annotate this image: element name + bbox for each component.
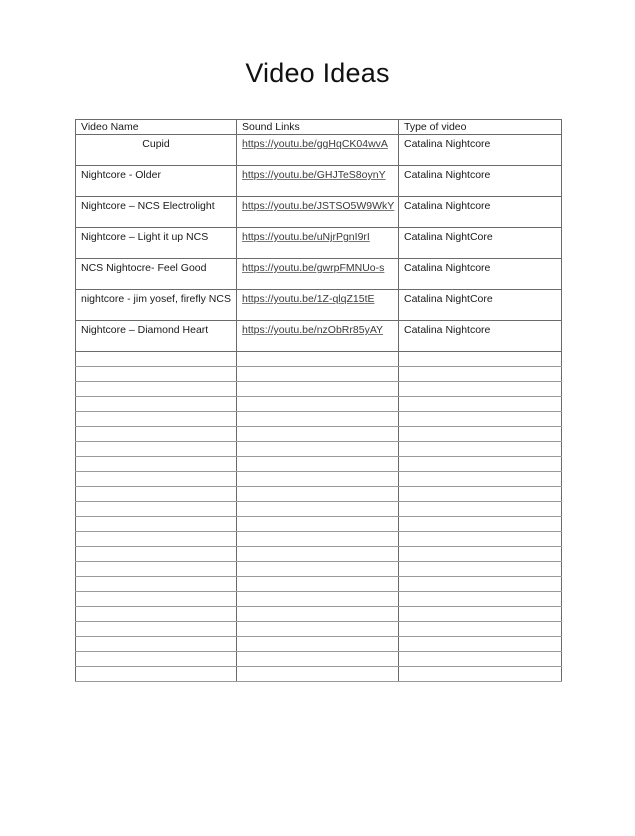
video-name-cell[interactable]: Nightcore – Diamond Heart bbox=[76, 321, 237, 352]
header-type-of-video: Type of video bbox=[399, 120, 562, 135]
empty-cell[interactable] bbox=[399, 397, 562, 412]
sound-link-cell[interactable] bbox=[237, 290, 399, 321]
video-type-cell[interactable]: Catalina Nightcore bbox=[399, 259, 562, 290]
empty-cell[interactable] bbox=[399, 412, 562, 427]
video-type-cell[interactable]: Catalina Nightcore bbox=[399, 321, 562, 352]
empty-cell[interactable] bbox=[76, 652, 237, 667]
empty-cell[interactable] bbox=[399, 367, 562, 382]
sound-link-cell[interactable] bbox=[237, 197, 399, 228]
document-title: Video Ideas bbox=[245, 58, 390, 88]
video-name-cell[interactable]: Nightcore - Older bbox=[76, 166, 237, 197]
empty-cell[interactable] bbox=[399, 652, 562, 667]
empty-cell[interactable] bbox=[399, 352, 562, 367]
empty-cell[interactable] bbox=[237, 502, 399, 517]
empty-cell[interactable] bbox=[237, 532, 399, 547]
empty-cell[interactable] bbox=[237, 547, 399, 562]
empty-table-row bbox=[76, 517, 562, 532]
empty-cell[interactable] bbox=[76, 532, 237, 547]
empty-table-row bbox=[76, 592, 562, 607]
empty-table-row bbox=[76, 457, 562, 472]
video-name-cell[interactable]: NCS Nightocre- Feel Good bbox=[76, 259, 237, 290]
empty-cell[interactable] bbox=[399, 637, 562, 652]
sound-link-cell[interactable] bbox=[237, 321, 399, 352]
empty-table-row bbox=[76, 472, 562, 487]
header-video-name: Video Name bbox=[76, 120, 237, 135]
sound-link[interactable]: https://youtu.be/JSTSO5W9WkY bbox=[242, 200, 395, 212]
empty-cell[interactable] bbox=[237, 397, 399, 412]
empty-cell[interactable] bbox=[237, 487, 399, 502]
empty-cell[interactable] bbox=[76, 577, 237, 592]
sound-link[interactable]: https://youtu.be/1Z-qlqZ15tE bbox=[242, 293, 375, 305]
empty-cell[interactable] bbox=[399, 517, 562, 532]
empty-cell[interactable] bbox=[76, 442, 237, 457]
empty-table-row bbox=[76, 547, 562, 562]
empty-cell[interactable] bbox=[237, 367, 399, 382]
table-row bbox=[76, 228, 562, 259]
empty-cell[interactable] bbox=[76, 562, 237, 577]
sound-link-cell[interactable] bbox=[237, 135, 399, 166]
empty-cell[interactable] bbox=[76, 412, 237, 427]
video-type-cell[interactable]: Catalina NightCore bbox=[399, 290, 562, 321]
video-ideas-table bbox=[75, 119, 562, 682]
empty-cell[interactable] bbox=[76, 592, 237, 607]
empty-cell[interactable] bbox=[237, 457, 399, 472]
table-row bbox=[76, 135, 562, 166]
sound-link[interactable]: https://youtu.be/GHJTeS8oynY bbox=[242, 169, 386, 181]
empty-cell[interactable] bbox=[237, 562, 399, 577]
table-row bbox=[76, 197, 562, 228]
sound-link-cell[interactable] bbox=[237, 259, 399, 290]
table-header-row bbox=[76, 120, 562, 135]
empty-cell[interactable] bbox=[76, 397, 237, 412]
empty-cell[interactable] bbox=[399, 592, 562, 607]
empty-cell[interactable] bbox=[76, 427, 237, 442]
video-name-cell[interactable]: nightcore - jim yosef, firefly NCS bbox=[76, 290, 237, 321]
empty-cell[interactable] bbox=[76, 517, 237, 532]
empty-table-row bbox=[76, 637, 562, 652]
sound-link[interactable]: https://youtu.be/uNjrPgnI9rI bbox=[242, 231, 370, 243]
empty-cell[interactable] bbox=[237, 427, 399, 442]
video-type-cell[interactable]: Catalina Nightcore bbox=[399, 166, 562, 197]
empty-table-row bbox=[76, 487, 562, 502]
empty-table-row bbox=[76, 667, 562, 682]
table-row bbox=[76, 290, 562, 321]
table-row bbox=[76, 321, 562, 352]
empty-cell[interactable] bbox=[399, 547, 562, 562]
empty-table-row bbox=[76, 502, 562, 517]
empty-cell[interactable] bbox=[399, 427, 562, 442]
video-name-cell[interactable]: Nightcore – Light it up NCS bbox=[76, 228, 237, 259]
empty-cell[interactable] bbox=[76, 622, 237, 637]
empty-cell[interactable] bbox=[399, 577, 562, 592]
empty-cell[interactable] bbox=[76, 667, 237, 682]
video-name-cell[interactable]: Nightcore – NCS Electrolight bbox=[76, 197, 237, 228]
empty-cell[interactable] bbox=[76, 472, 237, 487]
empty-table-row bbox=[76, 367, 562, 382]
empty-cell[interactable] bbox=[399, 532, 562, 547]
empty-cell[interactable] bbox=[237, 577, 399, 592]
empty-cell[interactable] bbox=[237, 472, 399, 487]
video-name-cell[interactable]: Cupid bbox=[76, 135, 237, 166]
empty-table-row bbox=[76, 652, 562, 667]
empty-cell[interactable] bbox=[237, 382, 399, 397]
empty-cell[interactable] bbox=[76, 502, 237, 517]
sound-link-cell[interactable] bbox=[237, 166, 399, 197]
empty-cell[interactable] bbox=[76, 637, 237, 652]
empty-cell[interactable] bbox=[237, 517, 399, 532]
empty-cell[interactable] bbox=[76, 352, 237, 367]
empty-cell[interactable] bbox=[237, 622, 399, 637]
sound-link[interactable]: https://youtu.be/nzObRr85yAY bbox=[242, 324, 384, 336]
empty-table-row bbox=[76, 562, 562, 577]
empty-table-row bbox=[76, 382, 562, 397]
empty-cell[interactable] bbox=[399, 472, 562, 487]
empty-table-row bbox=[76, 532, 562, 547]
empty-table-row bbox=[76, 577, 562, 592]
empty-cell[interactable] bbox=[237, 442, 399, 457]
table-row bbox=[76, 166, 562, 197]
empty-cell[interactable] bbox=[76, 382, 237, 397]
empty-table-row bbox=[76, 622, 562, 637]
sound-link[interactable]: https://youtu.be/ggHqCK04wvA bbox=[242, 138, 388, 150]
empty-cell[interactable] bbox=[237, 637, 399, 652]
sound-link-cell[interactable] bbox=[237, 228, 399, 259]
empty-cell[interactable] bbox=[399, 622, 562, 637]
empty-cell[interactable] bbox=[76, 457, 237, 472]
empty-cell[interactable] bbox=[399, 457, 562, 472]
empty-cell[interactable] bbox=[237, 652, 399, 667]
empty-cell[interactable] bbox=[237, 412, 399, 427]
table-row bbox=[76, 259, 562, 290]
empty-cell[interactable] bbox=[237, 607, 399, 622]
empty-cell[interactable] bbox=[237, 667, 399, 682]
empty-table-row bbox=[76, 427, 562, 442]
empty-cell[interactable] bbox=[76, 367, 237, 382]
empty-table-row bbox=[76, 412, 562, 427]
empty-cell[interactable] bbox=[237, 352, 399, 367]
empty-table-row bbox=[76, 607, 562, 622]
empty-cell[interactable] bbox=[399, 607, 562, 622]
empty-cell[interactable] bbox=[76, 547, 237, 562]
empty-cell[interactable] bbox=[76, 607, 237, 622]
video-type-cell[interactable]: Catalina Nightcore bbox=[399, 197, 562, 228]
video-type-cell[interactable]: Catalina Nightcore bbox=[399, 135, 562, 166]
video-type-cell[interactable]: Catalina NightCore bbox=[399, 228, 562, 259]
empty-cell[interactable] bbox=[399, 487, 562, 502]
empty-cell[interactable] bbox=[399, 442, 562, 457]
sound-link[interactable]: https://youtu.be/gwrpFMNUo-s bbox=[242, 262, 385, 274]
empty-cell[interactable] bbox=[399, 502, 562, 517]
header-sound-links: Sound Links bbox=[237, 120, 399, 135]
empty-table-row bbox=[76, 442, 562, 457]
empty-cell[interactable] bbox=[76, 487, 237, 502]
empty-cell[interactable] bbox=[399, 667, 562, 682]
empty-cell[interactable] bbox=[237, 592, 399, 607]
empty-cell[interactable] bbox=[399, 382, 562, 397]
empty-table-row bbox=[76, 397, 562, 412]
empty-cell[interactable] bbox=[399, 562, 562, 577]
empty-table-row bbox=[76, 352, 562, 367]
